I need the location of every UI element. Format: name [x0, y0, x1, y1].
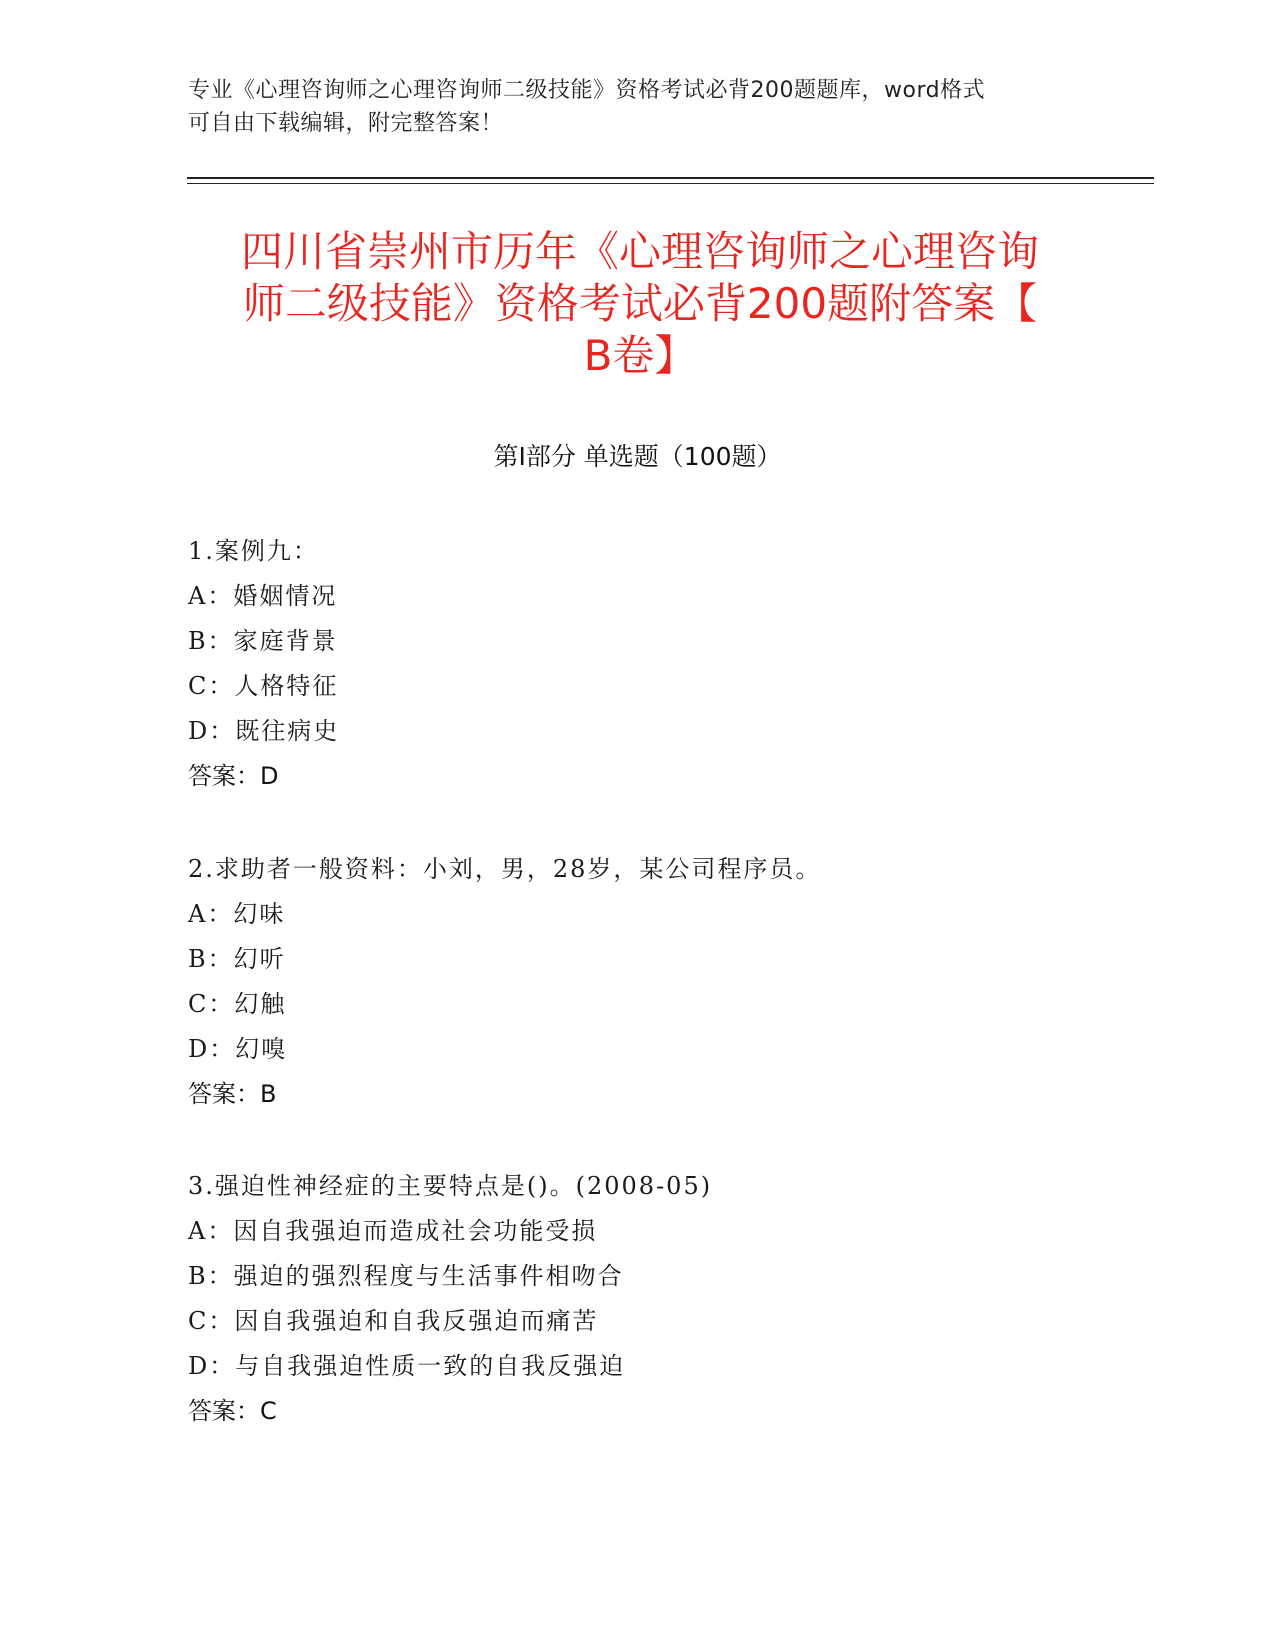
option-c: C：人格特征	[188, 672, 339, 700]
option-d: D：幻嗅	[188, 1035, 288, 1063]
option-b: B：家庭背景	[188, 627, 338, 655]
section-heading: 第Ⅰ部分 单选题（100题）	[493, 442, 782, 471]
header-divider-top	[187, 177, 1154, 179]
header-note-line-1: 专业《心理咨询师之心理咨询师二级技能》资格考试必背200题题库，word格式	[188, 78, 986, 103]
option-a: A：婚姻情况	[188, 582, 338, 610]
document-header-note	[188, 74, 1068, 140]
answer-line: 答案：B	[188, 1080, 277, 1108]
header-note-line-2: 可自由下载编辑，附完整答案！	[188, 111, 504, 136]
option-a: A：幻味	[188, 900, 286, 928]
option-b: B：幻听	[188, 945, 286, 973]
header-divider-bottom	[187, 183, 1154, 184]
question-stem: 2.求助者一般资料：小刘，男，28岁，某公司程序员。	[188, 855, 822, 883]
question-1	[188, 529, 1088, 799]
question-stem: 1.案例九：	[188, 537, 319, 565]
option-b: B：强迫的强烈程度与生活事件相吻合	[188, 1262, 624, 1290]
option-d: D：既往病史	[188, 717, 340, 745]
question-stem: 3.强迫性神经症的主要特点是()。(2008-05)	[188, 1172, 713, 1200]
document-title-line-2: 师二级技能》资格考试必背200题附答案【	[242, 279, 1038, 328]
question-2	[188, 847, 1088, 1117]
document-title	[190, 226, 1090, 382]
option-c: C：幻触	[188, 990, 287, 1018]
question-3	[188, 1164, 1088, 1434]
option-a: A：因自我强迫而造成社会功能受损	[188, 1217, 598, 1245]
document-title-line-3: B卷】	[583, 331, 697, 380]
answer-line: 答案：C	[188, 1397, 277, 1425]
option-c: C：因自我强迫和自我反强迫而痛苦	[188, 1307, 599, 1335]
option-d: D：与自我强迫性质一致的自我反强迫	[188, 1352, 626, 1380]
document-title-line-1: 四川省崇州市历年《心理咨询师之心理咨询	[240, 227, 1039, 276]
answer-line: 答案：D	[188, 762, 279, 790]
